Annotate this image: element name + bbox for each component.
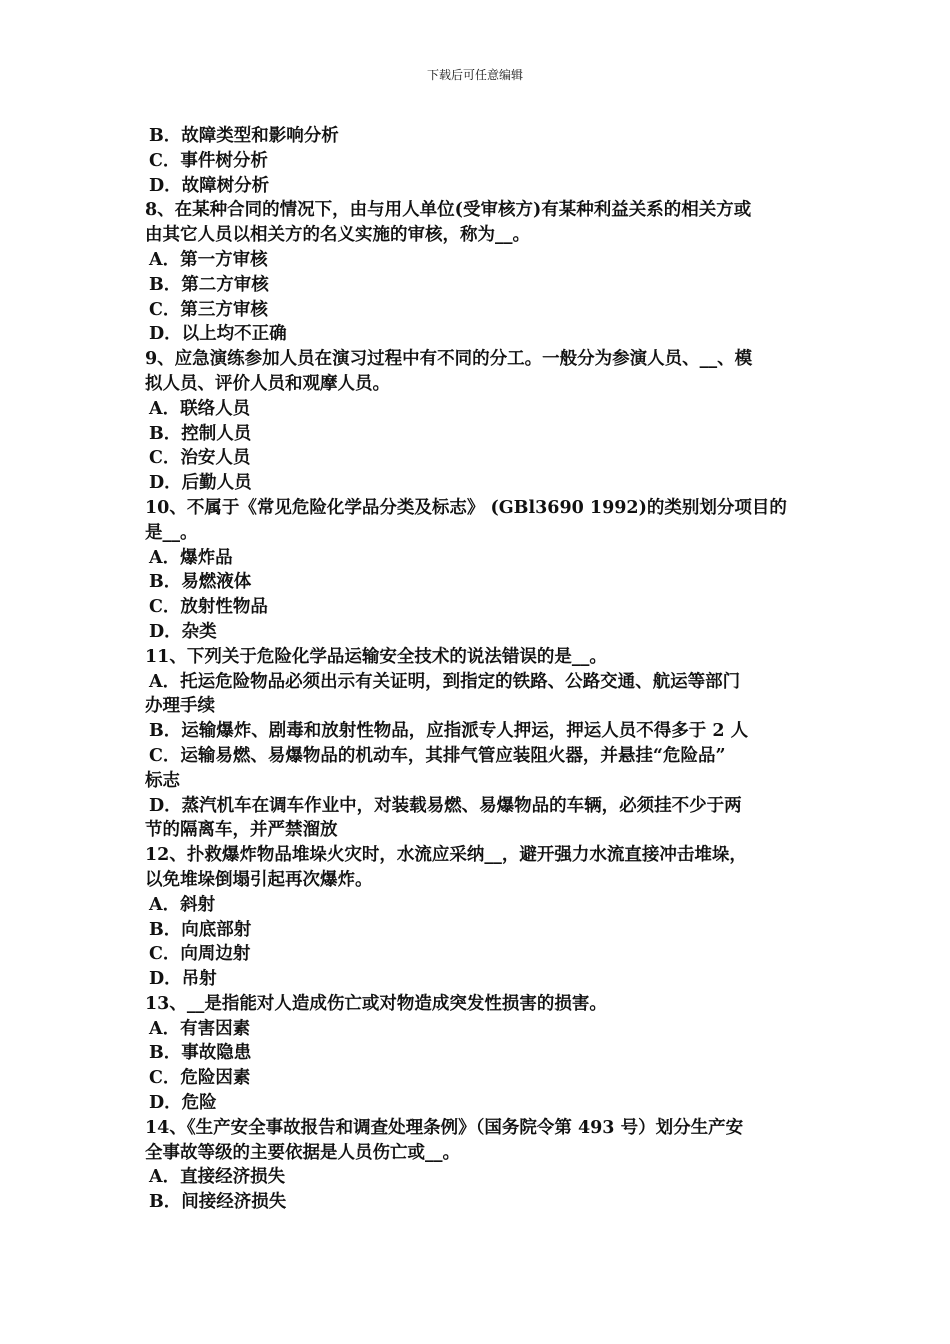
- answer-option: D．故障树分析: [149, 175, 270, 196]
- answer-option: B．向底部射: [149, 919, 252, 940]
- answer-option: A．斜射: [149, 894, 216, 915]
- question-text: 全事故等级的主要依据是人员伤亡或__。: [145, 1142, 460, 1163]
- answer-option: A．直接经济损失: [149, 1167, 286, 1188]
- answer-option: D．吊射: [149, 969, 217, 990]
- question-text: 节的隔离车，并严禁溜放: [145, 820, 338, 841]
- answer-option: C．运输易燃、易爆物品的机动车，其排气管应装阻火器，并悬挂“危险品”: [149, 745, 726, 766]
- question-text: 10、不属于《常见危险化学品分类及标志》 (GBl3690 1992)的类别划分项目的: [145, 497, 787, 518]
- question-text: 13、__是指能对人造成伤亡或对物造成突发性损害的损害。: [145, 993, 607, 1014]
- answer-option: C．危险因素: [149, 1068, 251, 1089]
- question-text: 标志: [145, 770, 180, 791]
- answer-option: C．治安人员: [149, 448, 251, 469]
- question-text: 12、扑救爆炸物品堆垛火灾时，水流应采纳__，避开强力水流直接冲击堆垛，: [145, 845, 747, 866]
- question-text: 拟人员、评价人员和观摩人员。: [145, 373, 390, 394]
- answer-option: B．易燃液体: [149, 572, 252, 593]
- answer-option: A．有害因素: [149, 1018, 251, 1039]
- question-text: 14、《生产安全事故报告和调查处理条例》（国务院令第 493 号）划分生产安: [145, 1117, 744, 1138]
- answer-option: D．后勤人员: [149, 473, 252, 494]
- answer-option: C．事件树分析: [149, 150, 268, 171]
- document-body: [145, 124, 810, 1215]
- question-text: 11、下列关于危险化学品运输安全技术的说法错误的是__。: [145, 646, 607, 667]
- answer-option: C．向周边射: [149, 944, 251, 965]
- answer-option: B．运输爆炸、剧毒和放射性物品，应指派专人押运，押运人员不得多于 2 人: [149, 721, 749, 742]
- question-text: 以免堆垛倒塌引起再次爆炸。: [145, 869, 373, 890]
- answer-option: D．杂类: [149, 621, 217, 642]
- answer-option: B．间接经济损失: [149, 1192, 287, 1213]
- answer-option: B．控制人员: [149, 423, 252, 444]
- answer-option: D．以上均不正确: [149, 324, 287, 345]
- answer-option: A．第一方审核: [149, 249, 268, 270]
- question-text: 由其它人员以相关方的名义实施的审核，称为__。: [145, 225, 530, 246]
- page-header: 下载后可任意编辑: [426, 68, 523, 82]
- question-text: 9、应急演练参加人员在演习过程中有不同的分工。一般分为参演人员、__、模: [145, 349, 753, 370]
- answer-option: B．故障类型和影响分析: [149, 126, 339, 146]
- answer-option: A．爆炸品: [149, 547, 233, 568]
- answer-option: C．第三方审核: [149, 299, 268, 320]
- answer-option: B．第二方审核: [149, 274, 269, 295]
- answer-option: B．事故隐患: [149, 1043, 252, 1064]
- answer-option: D．危险: [149, 1093, 217, 1114]
- question-text: 8、在某种合同的情况下，由与用人单位(受审核方)有某种利益关系的相关方或: [145, 200, 752, 221]
- question-text: 办理手续: [145, 696, 215, 717]
- answer-option: A．托运危险物品必须出示有关证明，到指定的铁路、公路交通、航运等部门: [149, 671, 741, 692]
- answer-option: A．联络人员: [149, 398, 251, 419]
- question-text: 是__。: [145, 522, 198, 543]
- answer-option: D．蒸汽机车在调车作业中，对装载易燃、易爆物品的车辆，必须挂不少于两: [149, 795, 742, 816]
- answer-option: C．放射性物品: [149, 597, 268, 618]
